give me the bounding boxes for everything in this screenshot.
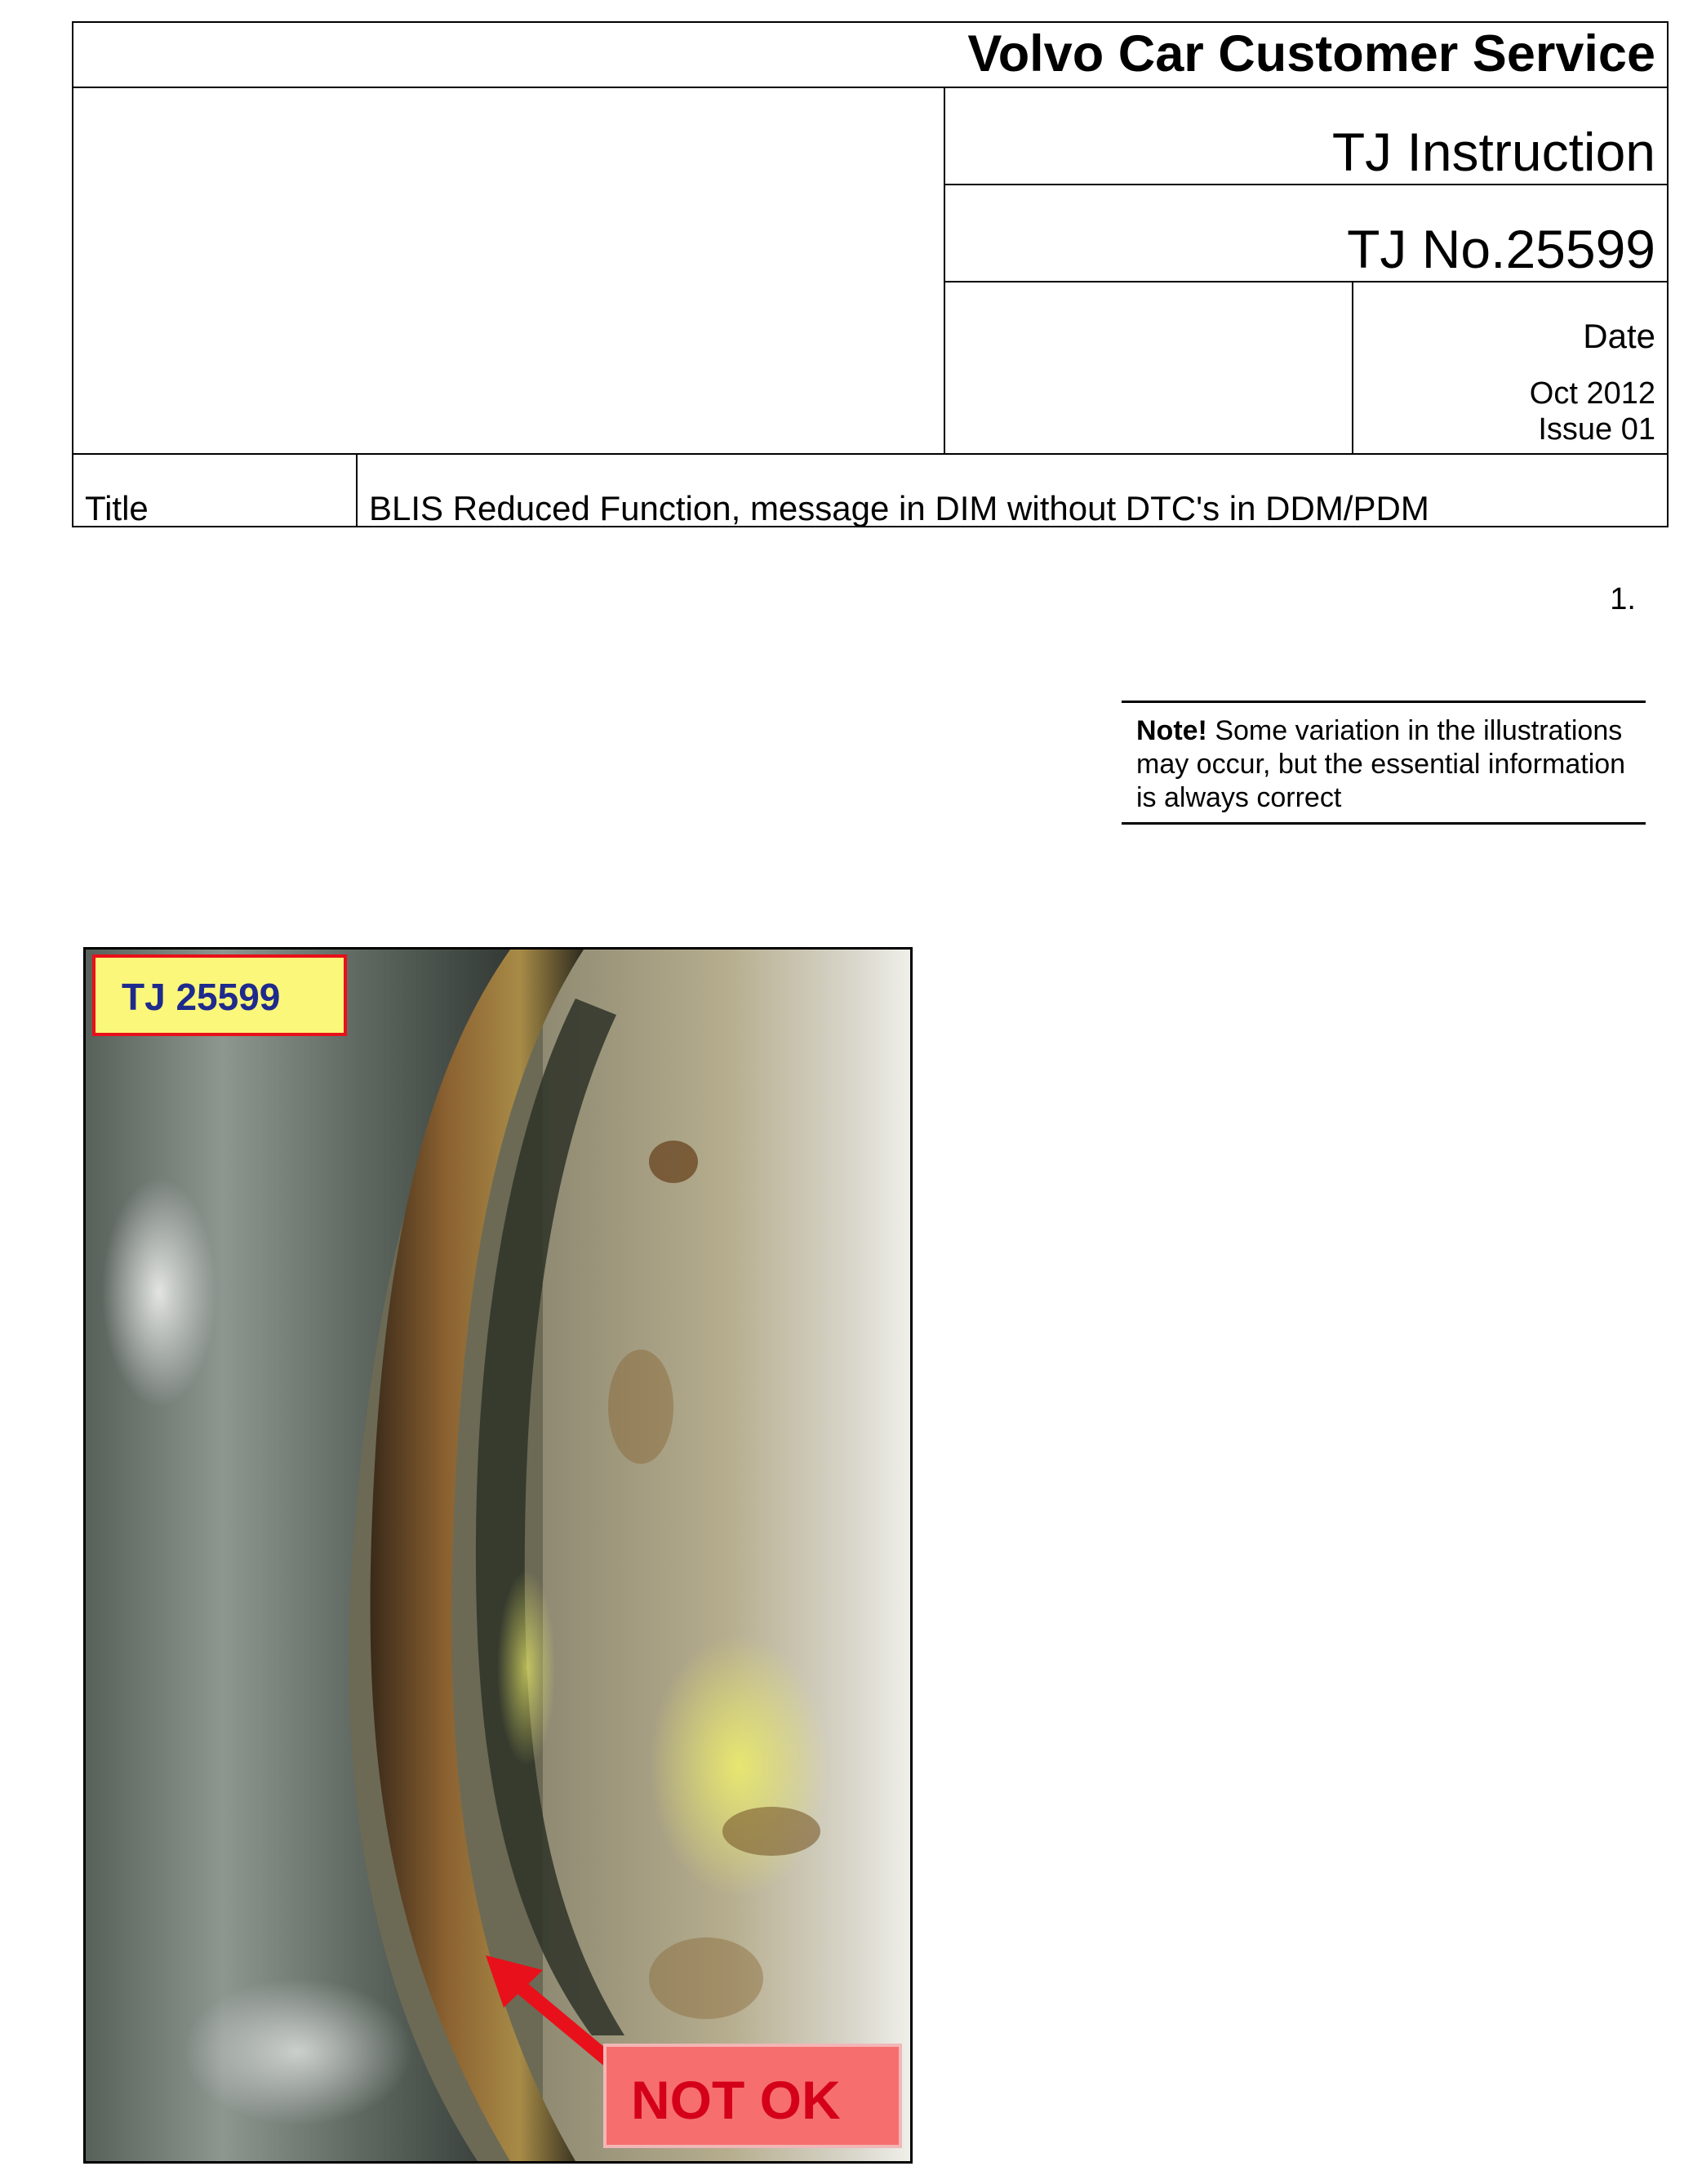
doc-type: TJ Instruction bbox=[1331, 122, 1655, 182]
note-text: Some variation in the illustrations may occur, but the essential information is always correct bbox=[1136, 715, 1626, 813]
title-label-cell bbox=[73, 455, 358, 526]
not-ok-label: NOT OK bbox=[631, 2070, 841, 2130]
date-blank-cell bbox=[945, 281, 1353, 453]
photo-drawing bbox=[86, 950, 910, 2161]
doc-type-cell bbox=[945, 87, 1667, 185]
header-blank-cell bbox=[73, 87, 945, 453]
tj-number-cell bbox=[945, 184, 1667, 282]
illustration-photo bbox=[83, 947, 913, 2164]
company-row bbox=[73, 23, 1667, 88]
company-name: Volvo Car Customer Service bbox=[967, 25, 1655, 82]
figure-tag: TJ 25599 bbox=[122, 976, 281, 1018]
note-box bbox=[1122, 701, 1646, 825]
document-header bbox=[72, 21, 1669, 527]
step-number: 1. bbox=[1610, 582, 1636, 616]
date-value: Oct 2012 bbox=[1529, 376, 1655, 411]
issue-value: Issue 01 bbox=[1538, 412, 1655, 447]
date-label: Date bbox=[1583, 317, 1655, 355]
title-row bbox=[73, 453, 1667, 526]
figure-tag-box bbox=[92, 954, 347, 1036]
document-title: BLIS Reduced Function, message in DIM without DTC's in DDM/PDM bbox=[369, 489, 1429, 527]
not-ok-label-box bbox=[603, 2044, 902, 2148]
tj-number: TJ No.25599 bbox=[1347, 219, 1655, 279]
date-cell bbox=[1353, 281, 1667, 453]
note-prefix: Note! bbox=[1136, 715, 1207, 746]
title-label: Title bbox=[85, 489, 149, 527]
